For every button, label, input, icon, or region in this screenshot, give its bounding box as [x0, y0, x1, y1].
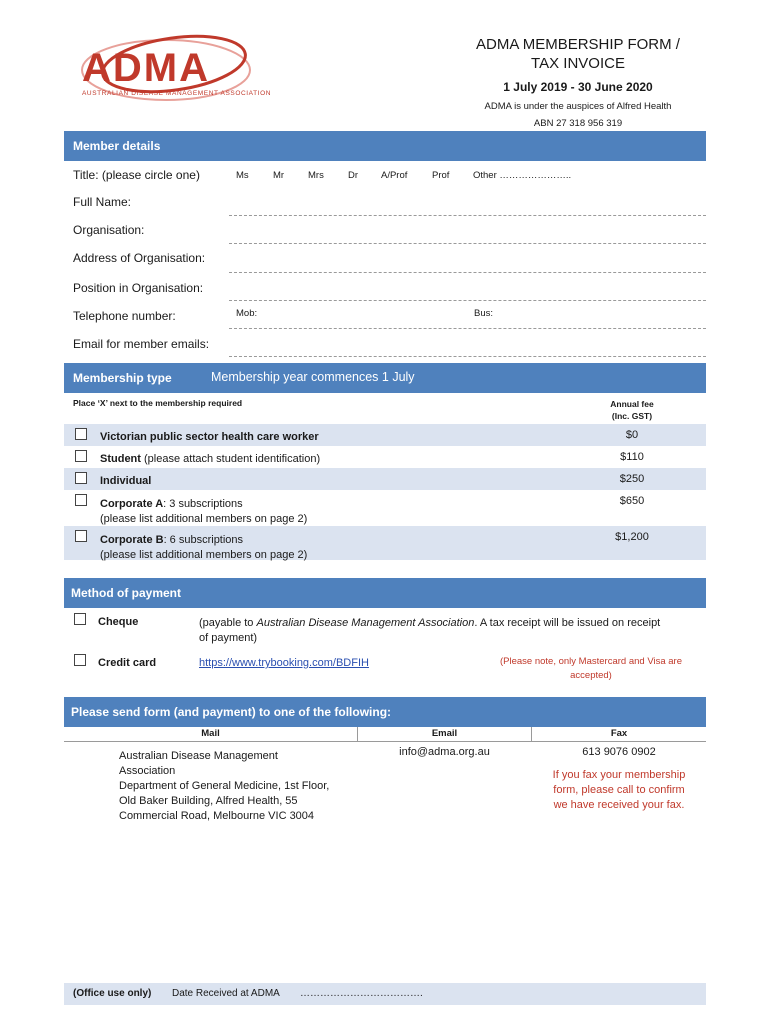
logo-tagline: AUSTRALIAN DISEASE MANAGEMENT ASSOCIATION	[82, 90, 272, 97]
card-note-line2: accepted)	[570, 670, 612, 681]
annual-fee-header	[590, 398, 674, 422]
date-received-label: Date Received at ADMA	[172, 988, 280, 999]
cheque-payee: Australian Disease Management Association	[256, 617, 475, 629]
membership-option-label: Corporate A	[100, 498, 164, 510]
membership-option-detail: : 6 subscriptions	[163, 534, 244, 546]
membership-fee-corporate-b: $1,200	[615, 531, 649, 543]
title-line-1: ADMA MEMBERSHIP FORM /	[476, 36, 680, 53]
mail-address-line: Association	[119, 765, 176, 777]
title-options	[236, 170, 636, 184]
fax-number: 613 9076 0902	[582, 746, 656, 758]
trybooking-link[interactable]: https://www.trybooking.com/BDFIH	[199, 657, 369, 669]
mail-address-line: Old Baker Building, Alfred Health, 55	[119, 795, 298, 807]
fax-note-line: form, please call to confirm	[553, 784, 685, 796]
fax-note-line: we have received your fax.	[553, 799, 685, 811]
send-form-heading: Please send form (and payment) to one of the following:	[71, 705, 392, 719]
fax-column-header: Fax	[610, 728, 628, 739]
membership-option-label: Student	[100, 453, 141, 465]
card-acceptance-note	[478, 655, 704, 683]
membership-checkbox-individual[interactable]	[75, 472, 87, 484]
position-field[interactable]	[229, 300, 706, 301]
annual-fee-header-line2: (Inc. GST)	[611, 411, 653, 421]
cheque-note-prefix: (payable to	[199, 617, 257, 629]
mail-column-header: Mail	[201, 728, 220, 739]
membership-type-heading: Membership type	[73, 371, 172, 385]
credit-card-checkbox[interactable]	[74, 654, 86, 666]
telephone-label: Telephone number:	[73, 309, 176, 323]
membership-checkbox-student[interactable]	[75, 450, 87, 462]
fax-note-line: If you fax your membership	[552, 769, 686, 781]
membership-checkbox-public-sector[interactable]	[75, 428, 87, 440]
membership-option-student	[100, 453, 320, 465]
email-label: Email for member emails:	[73, 337, 210, 351]
membership-option-label: Individual	[100, 475, 152, 487]
title-option-ms[interactable]: Ms	[236, 170, 249, 181]
auspices-note: ADMA is under the auspices of Alfred Health	[484, 101, 672, 112]
membership-checkbox-corporate-a[interactable]	[75, 494, 87, 506]
title-option-mr[interactable]: Mr	[273, 170, 285, 181]
office-use-bar	[64, 983, 706, 1005]
annual-fee-header-line1: Annual fee	[610, 399, 654, 409]
membership-option-corporate-b	[100, 533, 307, 563]
membership-checkbox-corporate-b[interactable]	[75, 530, 87, 542]
organisation-field[interactable]	[229, 243, 706, 244]
membership-option-detail: : 3 subscriptions	[163, 498, 243, 510]
title-option-aprof[interactable]: A/Prof	[381, 170, 408, 181]
email-column-header: Email	[431, 728, 458, 739]
member-details-heading: Member details	[73, 139, 161, 153]
address-field[interactable]	[229, 272, 706, 273]
membership-type-header	[64, 363, 706, 393]
mobile-label: Mob:	[236, 308, 258, 319]
membership-option-individual	[100, 475, 151, 487]
mail-address-line: Department of General Medicine, 1st Floor,	[119, 780, 330, 792]
telephone-field[interactable]	[229, 328, 706, 329]
membership-option-note: (please list additional members on page 2)	[100, 549, 308, 561]
title-option-other[interactable]: Other …………………..	[473, 170, 572, 181]
membership-period: 1 July 2019 - 30 June 2020	[503, 80, 653, 94]
membership-option-public-sector	[100, 431, 319, 443]
card-note-line1: (Please note, only Mastercard and Visa are	[499, 656, 682, 667]
cheque-note-line2: of payment)	[199, 632, 258, 644]
cheque-checkbox[interactable]	[74, 613, 86, 625]
header-underline	[64, 741, 706, 742]
office-use-label: (Office use only)	[73, 988, 152, 999]
member-details-header	[64, 131, 706, 161]
date-received-field[interactable]: ……………………………….	[300, 988, 423, 999]
title-line-2: TAX INVOICE	[531, 55, 625, 72]
mail-address	[119, 749, 329, 824]
membership-fee-corporate-a: $650	[619, 495, 645, 507]
membership-option-label: Victorian public sector health care worker	[100, 431, 319, 443]
membership-option-detail: (please attach student identification)	[140, 453, 321, 465]
title-option-dr[interactable]: Dr	[348, 170, 359, 181]
form-title	[430, 36, 726, 129]
email-address[interactable]: info@adma.org.au	[399, 746, 490, 758]
membership-year-note: Membership year commences 1 July	[211, 370, 415, 384]
title-option-prof[interactable]: Prof	[432, 170, 450, 181]
payment-method-header	[64, 578, 706, 608]
membership-instruction: Place ‘X’ next to the membership required	[73, 398, 243, 408]
membership-fee-public-sector: $0	[625, 429, 639, 441]
address-label: Address of Organisation:	[73, 251, 206, 265]
full-name-field[interactable]	[229, 215, 706, 216]
organisation-label: Organisation:	[73, 223, 145, 237]
title-label: Title: (please circle one)	[73, 168, 200, 182]
membership-option-corporate-a	[100, 497, 307, 527]
title-option-mrs[interactable]: Mrs	[308, 170, 324, 181]
credit-card-label: Credit card	[98, 657, 157, 669]
fax-confirmation-note	[532, 768, 706, 813]
adma-logo	[78, 28, 272, 108]
abn-number: ABN 27 318 956 319	[533, 118, 623, 129]
membership-option-note: (please list additional members on page 2)	[100, 513, 308, 525]
payment-method-heading: Method of payment	[71, 586, 181, 600]
email-field[interactable]	[229, 356, 706, 357]
cheque-label: Cheque	[98, 616, 139, 628]
mail-address-line: Commercial Road, Melbourne VIC 3004	[119, 810, 315, 822]
mail-address-line: Australian Disease Management	[119, 750, 278, 762]
logo-word: ADMA	[82, 46, 210, 90]
membership-fee-student: $110	[620, 451, 644, 463]
membership-fee-individual: $250	[619, 473, 645, 485]
send-form-header	[64, 697, 706, 727]
cheque-note	[199, 616, 709, 646]
position-label: Position in Organisation:	[73, 281, 204, 295]
membership-option-label: Corporate B	[100, 534, 164, 546]
business-phone-label: Bus:	[474, 308, 494, 319]
cheque-note-suffix: . A tax receipt will be issued on receipt	[474, 617, 661, 629]
full-name-label: Full Name:	[73, 195, 132, 209]
